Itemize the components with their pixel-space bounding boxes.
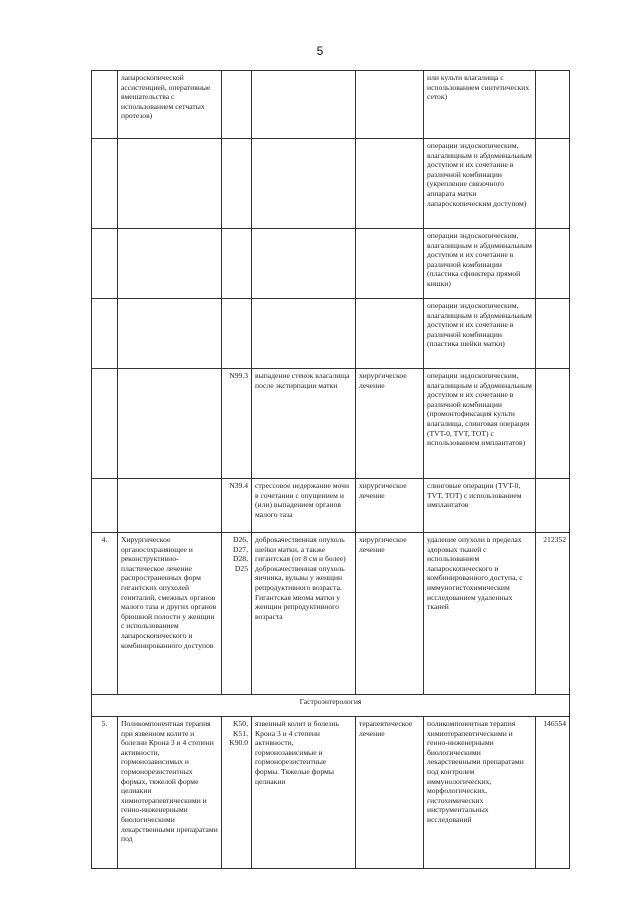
cell-price [536,479,570,533]
cell-method: удаление опухоли в пределах здоровых тканей с использованием лапароскопического и комбинированного доступа, с иммуногистохимическим исследованием удаленных тканей [424,533,536,695]
table-row [92,533,570,695]
cell-num [92,369,118,479]
cell-diagnosis: язвенный колит и болезнь Крона 3 и 4 степени активности, гормонозависимые и гормонорезистентные формы. Тяжелые формы целиакии [252,717,356,869]
cell-price [536,139,570,229]
cell-method: операции эндоскопическим, влагалищным и абдоминальным доступом и их сочетание в различной комбинации (пластика шейки матки) [424,299,536,369]
cell-price [536,229,570,299]
cell-num: 5. [92,717,118,869]
table-row [92,717,570,869]
cell-treatment [356,71,424,139]
cell-codes: N39.4 [222,479,252,533]
cell-num [92,229,118,299]
cell-treatment: хирургическое лечение [356,369,424,479]
cell-diagnosis: выпадение стенок влагалища после экстирпации матки [252,369,356,479]
cell-treatment: терапевтическое лечение [356,717,424,869]
cell-diagnosis [252,139,356,229]
cell-price [536,299,570,369]
cell-treatment: хирургическое лечение [356,479,424,533]
cell-name: Хирургическое органосохраняющее и реконструктивно-пластическое лечение распространенных форм гигантских опухолей гениталий, смежных органов малого таза и других органов брюшной полости у женщин с использованием лапароскопического и комбинированного доступов [118,533,222,695]
cell-method: операции эндоскопическим, влагалищным и абдоминальным доступом и их сочетание в различной комбинации (промонтофиксация культи влагалища, слинговая операция (TVT-0, TVT, TOT) с использованием имплантатов) [424,369,536,479]
table-row [92,71,570,139]
cell-name: Поликомпонентная терапия при язвенном колите и болезни Крона 3 и 4 степени активности, гормонозависимых и гормонорезистентных формах, тяжелой форме целиакии химиотерапевтическими и генно-инженерными биологическими лекарственными препаратами под [118,717,222,869]
cell-method: операции эндоскопическим, влагалищным и абдоминальным доступом и их сочетание в различной комбинации (укрепление связочного аппарата матки лапароскопическим доступом) [424,139,536,229]
cell-codes: K50, K51, K90.0 [222,717,252,869]
cell-codes: N99.3 [222,369,252,479]
cell-price [536,369,570,479]
section-heading: Гастроэнтерология [92,695,570,717]
cell-num: 4. [92,533,118,695]
cell-method: слинговые операции (TVT-0, TVT, TOT) с использованием имплантатов [424,479,536,533]
cell-price [536,71,570,139]
cell-treatment: хирургическое лечение [356,533,424,695]
table-row [92,369,570,479]
cell-codes [222,139,252,229]
cell-num [92,139,118,229]
table-row [92,229,570,299]
cell-num [92,299,118,369]
cell-diagnosis [252,71,356,139]
cell-method: операции эндоскопическим, влагалищным и абдоминальным доступом и их сочетание в различной комбинации (пластика сфинктера прямой кишки) [424,229,536,299]
procedures-table [91,70,570,869]
cell-treatment [356,299,424,369]
table-row [92,139,570,229]
cell-method: поликомпонентная терапия химиотерапевтическими и генно-инженерными биологическими лекарственными препаратами под контролем иммунологических, морфологических, гистохимических инструментальных исследований [424,717,536,869]
cell-diagnosis: стрессовое недержание мочи в сочетании с опущением и (или) выпадением органов малого таза [252,479,356,533]
cell-codes [222,71,252,139]
cell-name [118,229,222,299]
cell-method: или культи влагалища с использованием синтетических сеток) [424,71,536,139]
cell-num [92,479,118,533]
cell-num [92,71,118,139]
cell-diagnosis [252,299,356,369]
table-row [92,479,570,533]
cell-name [118,139,222,229]
cell-name [118,479,222,533]
section-row [92,695,570,717]
cell-treatment [356,229,424,299]
cell-price: 212352 [536,533,570,695]
cell-price: 146554 [536,717,570,869]
cell-name [118,369,222,479]
cell-codes: D26, D27, D28, D25 [222,533,252,695]
table-row [92,299,570,369]
cell-name [118,299,222,369]
cell-diagnosis [252,229,356,299]
cell-codes [222,299,252,369]
cell-diagnosis: доброкачественная опухоль шейки матки, а также гигантская (от 8 см и более) доброкачественная опухоль яичника, вульвы у женщин репродуктивного возраста. Гигантская миома матки у женщин репродуктивного возраста [252,533,356,695]
page-number: 5 [316,44,324,58]
cell-name: лапароскопической ассистенцией, оперативные вмешательства с использованием сетчатых протезов) [118,71,222,139]
cell-codes [222,229,252,299]
cell-treatment [356,139,424,229]
